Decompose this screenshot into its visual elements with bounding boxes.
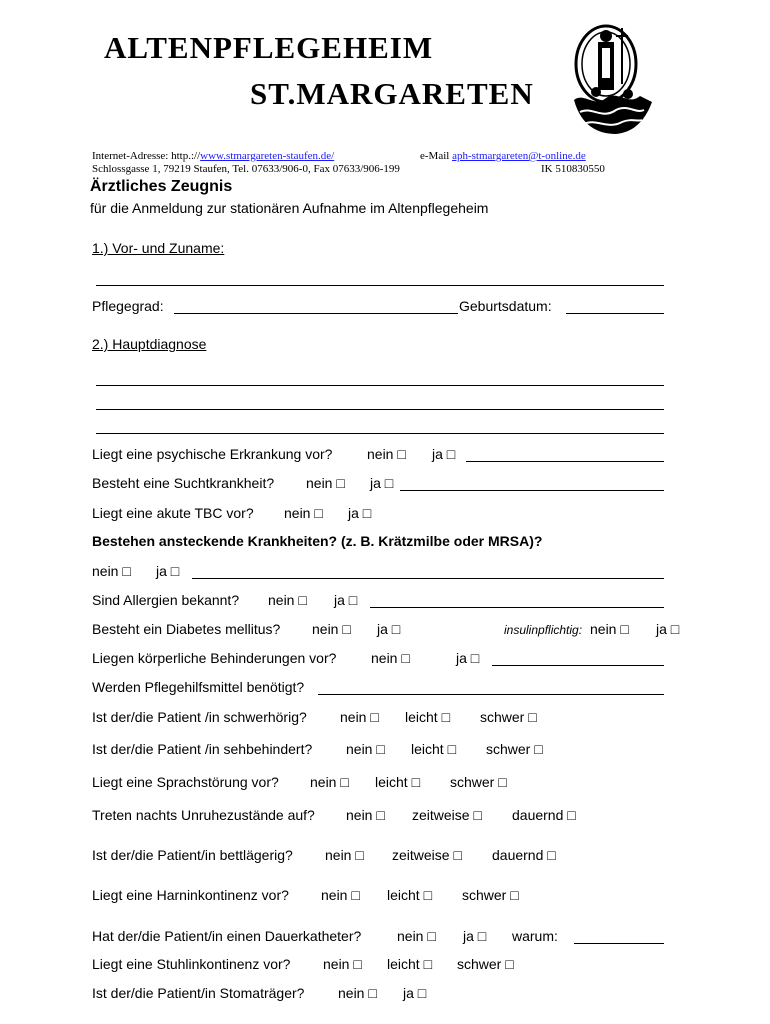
stuhl-leicht[interactable]: leicht □ — [387, 956, 433, 972]
harn-nein[interactable]: nein □ — [321, 887, 360, 903]
sehbehindert-schwer[interactable]: schwer □ — [486, 741, 543, 757]
stuhl-schwer[interactable]: schwer □ — [457, 956, 514, 972]
home-title-line1: ALTENPFLEGEHEIM — [104, 30, 434, 65]
harn-leicht[interactable]: leicht □ — [387, 887, 433, 903]
website-link[interactable]: www.stmargareten-staufen.de/ — [200, 150, 335, 162]
katheter-nein[interactable]: nein □ — [397, 928, 436, 944]
address-text: Schlossgasse 1, 79219 Staufen, Tel. 07633/906-0, Fax 07633/906-199 — [92, 163, 400, 175]
stoma-ja[interactable]: ja □ — [403, 985, 427, 1001]
behinderung-detail-line[interactable] — [492, 665, 664, 666]
sprache-schwer[interactable]: schwer □ — [450, 774, 507, 790]
allergien-question: Sind Allergien bekannt? — [92, 592, 240, 608]
psychisch-question: Liegt eine psychische Erkrankung vor? — [92, 446, 333, 462]
stuhl-question: Liegt eine Stuhlinkontinenz vor? — [92, 956, 291, 972]
katheter-ja[interactable]: ja □ — [463, 928, 487, 944]
ik-number: IK 510830550 — [541, 163, 605, 175]
email-label: e-Mail — [420, 150, 450, 162]
document-subtitle: für die Anmeldung zur stationären Aufnahme im Altenpflegeheim — [90, 200, 489, 216]
tbc-question: Liegt eine akute TBC vor? — [92, 505, 254, 521]
tbc-ja[interactable]: ja □ — [348, 505, 372, 521]
schwerhoerig-question: Ist der/die Patient /in schwerhörig? — [92, 709, 307, 725]
internet-label: Internet-Adresse: http.:// — [92, 150, 201, 162]
unruhe-question: Treten nachts Unruhezustände auf? — [92, 807, 315, 823]
katheter-question: Hat der/die Patient/in einen Dauerkatheter? — [92, 928, 362, 944]
sehbehindert-nein[interactable]: nein □ — [346, 741, 385, 757]
hauptdiagnose-heading: 2.) Hauptdiagnose — [92, 336, 207, 352]
behinderung-ja[interactable]: ja □ — [456, 650, 480, 666]
email-link[interactable]: aph-stmargareten@t-online.de — [452, 150, 586, 162]
psychisch-ja[interactable]: ja □ — [432, 446, 456, 462]
ansteckend-question: Bestehen ansteckende Krankheiten? (z. B. Krätzmilbe oder MRSA)? — [92, 533, 543, 549]
sprache-nein[interactable]: nein □ — [310, 774, 349, 790]
schwerhoerig-schwer[interactable]: schwer □ — [480, 709, 537, 725]
sucht-ja[interactable]: ja □ — [370, 475, 394, 491]
insulin-label: insulinpflichtig: — [504, 623, 583, 637]
harn-question: Liegt eine Harninkontinenz vor? — [92, 887, 289, 903]
diabetes-question: Besteht ein Diabetes mellitus? — [92, 621, 281, 637]
sprache-leicht[interactable]: leicht □ — [375, 774, 421, 790]
pflegegrad-label: Pflegegrad: — [92, 298, 164, 314]
sucht-question: Besteht eine Suchtkrankheit? — [92, 475, 275, 491]
saint-logo-icon — [566, 22, 666, 144]
bettlaegerig-nein[interactable]: nein □ — [325, 847, 364, 863]
psychisch-nein[interactable]: nein □ — [367, 446, 406, 462]
sucht-nein[interactable]: nein □ — [306, 475, 345, 491]
hilfsmittel-question: Werden Pflegehilfsmittel benötigt? — [92, 679, 305, 695]
sehbehindert-leicht[interactable]: leicht □ — [411, 741, 457, 757]
bettlaegerig-zeitweise[interactable]: zeitweise □ — [392, 847, 462, 863]
unruhe-nein[interactable]: nein □ — [346, 807, 385, 823]
katheter-warum-label: warum: — [512, 928, 558, 944]
allergien-nein[interactable]: nein □ — [268, 592, 307, 608]
tbc-nein[interactable]: nein □ — [284, 505, 323, 521]
behinderung-nein[interactable]: nein □ — [371, 650, 410, 666]
name-field-line[interactable] — [96, 285, 664, 286]
name-heading: 1.) Vor- und Zuname: — [92, 240, 225, 256]
ansteckend-ja[interactable]: ja □ — [156, 563, 180, 579]
ansteckend-nein[interactable]: nein □ — [92, 563, 131, 579]
unruhe-dauernd[interactable]: dauernd □ — [512, 807, 576, 823]
diagnose-line-1[interactable] — [96, 385, 664, 386]
document-title: Ärztliches Zeugnis — [90, 178, 233, 195]
stoma-nein[interactable]: nein □ — [338, 985, 377, 1001]
bettlaegerig-question: Ist der/die Patient/in bettlägerig? — [92, 847, 293, 863]
sucht-detail-line[interactable] — [400, 490, 664, 491]
katheter-warum-line[interactable] — [574, 943, 664, 944]
sprache-question: Liegt eine Sprachstörung vor? — [92, 774, 279, 790]
insulin-ja[interactable]: ja □ — [656, 621, 680, 637]
internet-line — [92, 150, 334, 162]
insulin-nein[interactable]: nein □ — [590, 621, 629, 637]
stoma-question: Ist der/die Patient/in Stomaträger? — [92, 985, 305, 1001]
harn-schwer[interactable]: schwer □ — [462, 887, 519, 903]
diagnose-line-3[interactable] — [96, 433, 664, 434]
bettlaegerig-dauernd[interactable]: dauernd □ — [492, 847, 556, 863]
allergien-detail-line[interactable] — [370, 607, 664, 608]
diabetes-nein[interactable]: nein □ — [312, 621, 351, 637]
geburtsdatum-label: Geburtsdatum: — [459, 298, 552, 314]
diagnose-line-2[interactable] — [96, 409, 664, 410]
diabetes-ja[interactable]: ja □ — [377, 621, 401, 637]
ansteckend-detail-line[interactable] — [192, 578, 664, 579]
allergien-ja[interactable]: ja □ — [334, 592, 358, 608]
schwerhoerig-nein[interactable]: nein □ — [340, 709, 379, 725]
stuhl-nein[interactable]: nein □ — [323, 956, 362, 972]
home-title-line2: ST.MARGARETEN — [250, 76, 534, 111]
geburtsdatum-field-line[interactable] — [566, 313, 664, 314]
schwerhoerig-leicht[interactable]: leicht □ — [405, 709, 451, 725]
behinderung-question: Liegen körperliche Behinderungen vor? — [92, 650, 337, 666]
pflegegrad-field-line[interactable] — [174, 313, 458, 314]
unruhe-zeitweise[interactable]: zeitweise □ — [412, 807, 482, 823]
psychisch-detail-line[interactable] — [466, 461, 664, 462]
hilfsmittel-detail-line[interactable] — [318, 694, 664, 695]
email-line — [420, 150, 586, 162]
sehbehindert-question: Ist der/die Patient /in sehbehindert? — [92, 741, 313, 757]
